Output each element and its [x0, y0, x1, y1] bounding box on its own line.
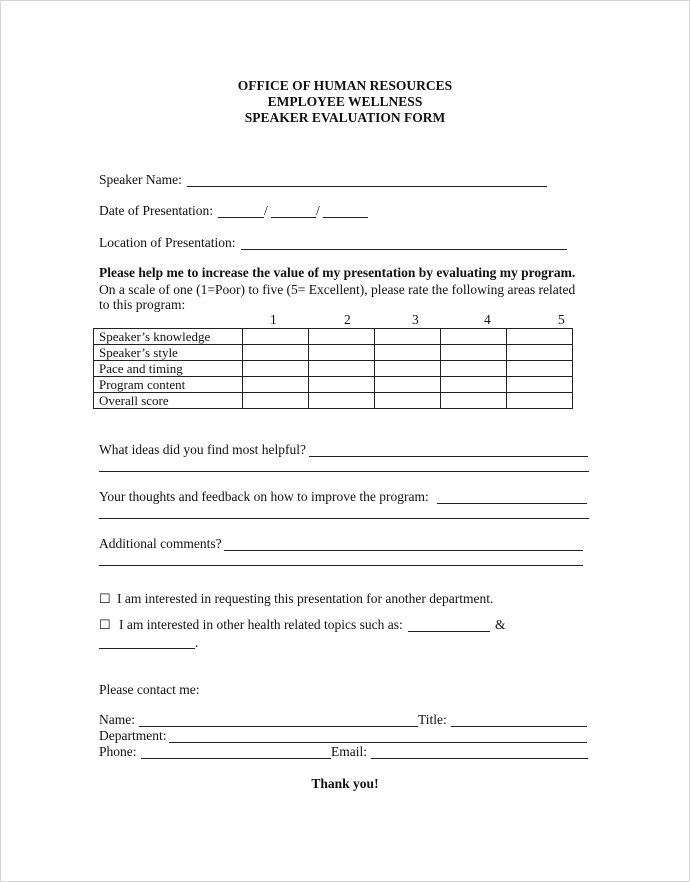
date-day-field[interactable]	[271, 217, 316, 218]
speaker-name-field[interactable]	[187, 186, 547, 187]
rating-column-header: 4	[484, 312, 491, 327]
rating-cell[interactable]	[441, 361, 507, 377]
checkbox-another-department-label: I am interested in requesting this presentation for another department.	[117, 591, 494, 606]
rating-row-label: Overall score	[94, 393, 243, 409]
rating-column-header: 3	[412, 312, 419, 327]
table-row	[94, 377, 573, 393]
rating-cell[interactable]	[309, 329, 375, 345]
rating-column-header: 1	[270, 312, 277, 327]
date-label: Date of Presentation:	[99, 203, 213, 218]
name-label: Name:	[99, 712, 135, 727]
name-field[interactable]	[139, 726, 418, 727]
contact-heading: Please contact me:	[99, 682, 200, 697]
phone-label: Phone:	[99, 744, 137, 759]
additional-comments-field-line2[interactable]	[99, 565, 583, 566]
rating-cell[interactable]	[375, 393, 441, 409]
header-program: EMPLOYEE WELLNESS	[267, 94, 423, 109]
table-row	[94, 329, 573, 345]
question-helpful-field-line2[interactable]	[99, 471, 589, 472]
rating-cell[interactable]	[507, 361, 573, 377]
email-field[interactable]	[371, 758, 588, 759]
instructions-heading: Please help me to increase the value of my presentation by evaluating my program.	[99, 265, 576, 280]
instructions-text: to this program:	[99, 297, 186, 312]
rating-cell[interactable]	[441, 345, 507, 361]
health-topics-field[interactable]	[408, 631, 490, 632]
ampersand: &	[495, 617, 506, 632]
rating-cell[interactable]	[375, 345, 441, 361]
rating-cell[interactable]	[507, 377, 573, 393]
table-row	[94, 361, 573, 377]
rating-cell[interactable]	[243, 361, 309, 377]
title-label: Title:	[418, 712, 447, 727]
speaker-name-label: Speaker Name:	[99, 172, 182, 187]
rating-cell[interactable]	[441, 329, 507, 345]
rating-row-label: Speaker’s style	[94, 345, 243, 361]
header-form-title: SPEAKER EVALUATION FORM	[244, 110, 446, 125]
rating-cell[interactable]	[507, 345, 573, 361]
rating-row-label: Speaker’s knowledge	[94, 329, 243, 345]
rating-cell[interactable]	[309, 377, 375, 393]
question-helpful-field[interactable]	[309, 456, 588, 457]
health-topics-field-line2[interactable]	[99, 648, 195, 649]
question-improve-field-line2[interactable]	[99, 518, 589, 519]
instructions-text: On a scale of one (1=Poor) to five (5= Excellent), please rate the following areas related	[99, 282, 576, 297]
table-row	[94, 393, 573, 409]
rating-cell[interactable]	[243, 345, 309, 361]
rating-cell[interactable]	[507, 329, 573, 345]
title-field[interactable]	[451, 726, 587, 727]
rating-column-header: 2	[344, 312, 351, 327]
rating-cell[interactable]	[309, 345, 375, 361]
email-label: Email:	[331, 744, 367, 759]
question-helpful-label: What ideas did you find most helpful?	[99, 442, 306, 457]
table-row	[94, 345, 573, 361]
rating-cell[interactable]	[375, 361, 441, 377]
checkbox-health-topics[interactable]: ☐	[99, 617, 111, 632]
header-office: OFFICE OF HUMAN RESOURCES	[237, 78, 453, 93]
department-label: Department:	[99, 728, 167, 743]
phone-field[interactable]	[141, 758, 331, 759]
location-field[interactable]	[241, 249, 567, 250]
checkbox-health-topics-label: I am interested in other health related topics such as:	[119, 617, 403, 632]
additional-comments-label: Additional comments?	[99, 536, 222, 551]
rating-cell[interactable]	[243, 393, 309, 409]
rating-cell[interactable]	[309, 393, 375, 409]
question-improve-field[interactable]	[437, 503, 587, 504]
rating-cell[interactable]	[441, 393, 507, 409]
rating-cell[interactable]	[441, 377, 507, 393]
location-label: Location of Presentation:	[99, 235, 236, 250]
rating-cell[interactable]	[375, 329, 441, 345]
rating-column-header: 5	[558, 312, 565, 327]
question-improve-label: Your thoughts and feedback on how to improve the program:	[99, 489, 429, 504]
rating-cell[interactable]	[507, 393, 573, 409]
rating-row-label: Pace and timing	[94, 361, 243, 377]
rating-row-label: Program content	[94, 377, 243, 393]
date-separator: /	[316, 203, 320, 218]
date-separator: /	[264, 203, 268, 218]
thank-you-text: Thank you!	[311, 776, 379, 791]
rating-cell[interactable]	[243, 329, 309, 345]
rating-cell[interactable]	[243, 377, 309, 393]
checkbox-another-department[interactable]: ☐	[99, 591, 111, 606]
rating-table	[93, 328, 573, 409]
rating-cell[interactable]	[375, 377, 441, 393]
date-month-field[interactable]	[218, 217, 264, 218]
department-field[interactable]	[169, 742, 587, 743]
additional-comments-field[interactable]	[224, 550, 583, 551]
rating-cell[interactable]	[309, 361, 375, 377]
date-year-field[interactable]	[323, 217, 368, 218]
period: .	[195, 635, 199, 650]
